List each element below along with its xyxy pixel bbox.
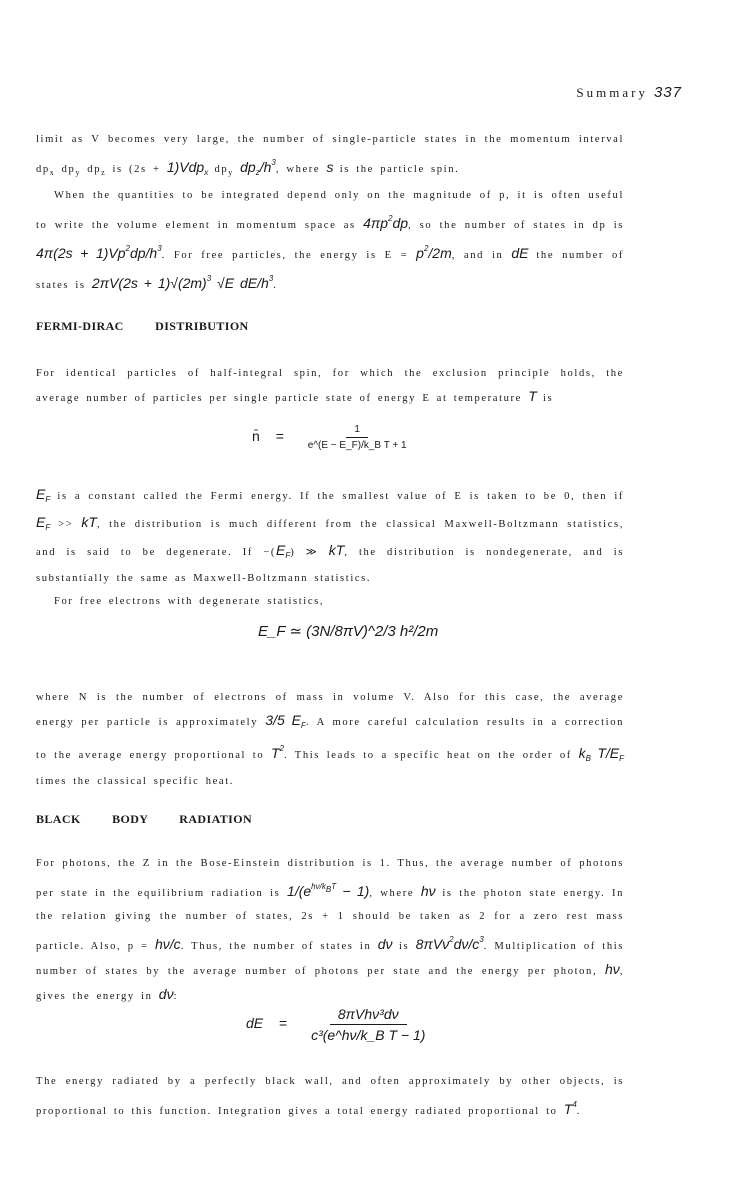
equation-numerator: 8πVhν³dν <box>330 1006 407 1025</box>
equation-fraction <box>300 424 415 451</box>
paragraph-text: The energy radiated by a perfectly black wall, and often approximately by other objects, is proportional to this function. Integration gives a total energy radiated proportional to $T^4$. <box>36 1076 624 1117</box>
paragraph-text: where N is the number of electrons of mass in volume V. Also for this case, the average energy per particle is approximately 3/5 $E_F$. A more careful calculation results in a correction to the average energy proportional to $T^2$. This leads to a specific heat on the order of $k_B$ $T/E_F$ times the classical specific heat. <box>36 692 625 787</box>
paragraph-text: limit as V becomes very large, the number of single-particle states in the momentum interval $dp_x$ $dp_y$ $dp_z$ is (2s + 1)Vdp$_x$ $dp_y$ $dp_z/h^3$, where s is the particle spin. <box>36 134 624 177</box>
section-heading: BLACK BODY RADIATION <box>36 812 253 826</box>
paragraph-text: For free electrons with degenerate statistics, <box>54 596 325 607</box>
equation-fraction <box>303 1006 433 1043</box>
paragraph-text: For photons, the Z in the Bose-Einstein distribution is 1. Thus, the average number of photons per state in the equilibrium radiation is $1/(e^{h\nu/k_BT} - 1)$, where hν is the photon state energy. In the relation giving the number of states, 2s + 1 should be taken as 2 for a zero rest mass particle. Also, p = hν/c. Thus, the number of states in dν is $8\pi V\nu^2d\nu/c^3$. Multiplication of this number of states by the average number of photons per state and the energy per photon, hν, gives the energy in dν: <box>36 858 625 1002</box>
equation-numerator: 1 <box>346 424 368 438</box>
paragraph-text: For identical particles of half-integral spin, for which the exclusion principle holds, the average number of particles per single particle state of energy E at temperature T is <box>36 368 624 404</box>
paragraph-fermi-consequences <box>36 686 624 793</box>
section-heading: FERMI-DIRAC DISTRIBUTION <box>36 319 249 333</box>
paragraph-blackbody <box>36 852 624 1008</box>
equation-fermi-energy: E_F ≃ (3N/8πV)^2/3 h²/2m <box>258 623 439 640</box>
equation-fermi-dirac: n̄ = $\frac{1}{\text{e\textasciicircum{}(E − E\_F)/k\_B T + 1}}$ <box>252 424 415 451</box>
paragraph-fermi-energy <box>36 483 624 613</box>
paragraph-fermi-intro <box>36 362 624 410</box>
running-header <box>576 84 682 101</box>
equation-blackbody-energy: dE = $\frac{\text{8πVhν³dν}}{\text{c³(e\textasciicircum{}hν/k\_B T − 1)}}$ <box>246 1006 433 1043</box>
paragraph-blackbody-conclusion <box>36 1070 624 1123</box>
header-title: Summary <box>576 85 648 100</box>
page-number: 337 <box>653 84 682 101</box>
equation-denominator: c³(e^hν/k_B T − 1) <box>311 1027 426 1043</box>
equation-denominator: e^(E − E_F)/k_B T + 1 <box>307 440 407 451</box>
equation-lhs: n̄ <box>252 428 260 445</box>
paragraph-text: $E_F$ is a constant called the Fermi energy. If the smallest value of E is taken to be 0, then if $E_F$ >> kT, the distribution is much different from the classical Maxwell-Boltzmann statistics, and is said to be degenerate. $If -(E_F)$ ≫ kT, the distribution is nondegenerate, and is substantially the same as Maxwell-Boltzmann statistics. <box>36 486 625 584</box>
paragraph-density-of-states <box>36 128 624 297</box>
paragraph-text: When the quantities to be integrated depend only on the magnitude of p, it is often useful to write the volume element in momentum space as $4\pi p^2dp$, so the number of states in dp is $4\pi(2s + 1)Vp^2dp/h^3$. For free particles, the energy is $E = p^2/2m$, and in dE the number of states is $2\pi V(2s + 1)√(2m)^3$ √E $dE/h^3$. <box>36 190 624 291</box>
